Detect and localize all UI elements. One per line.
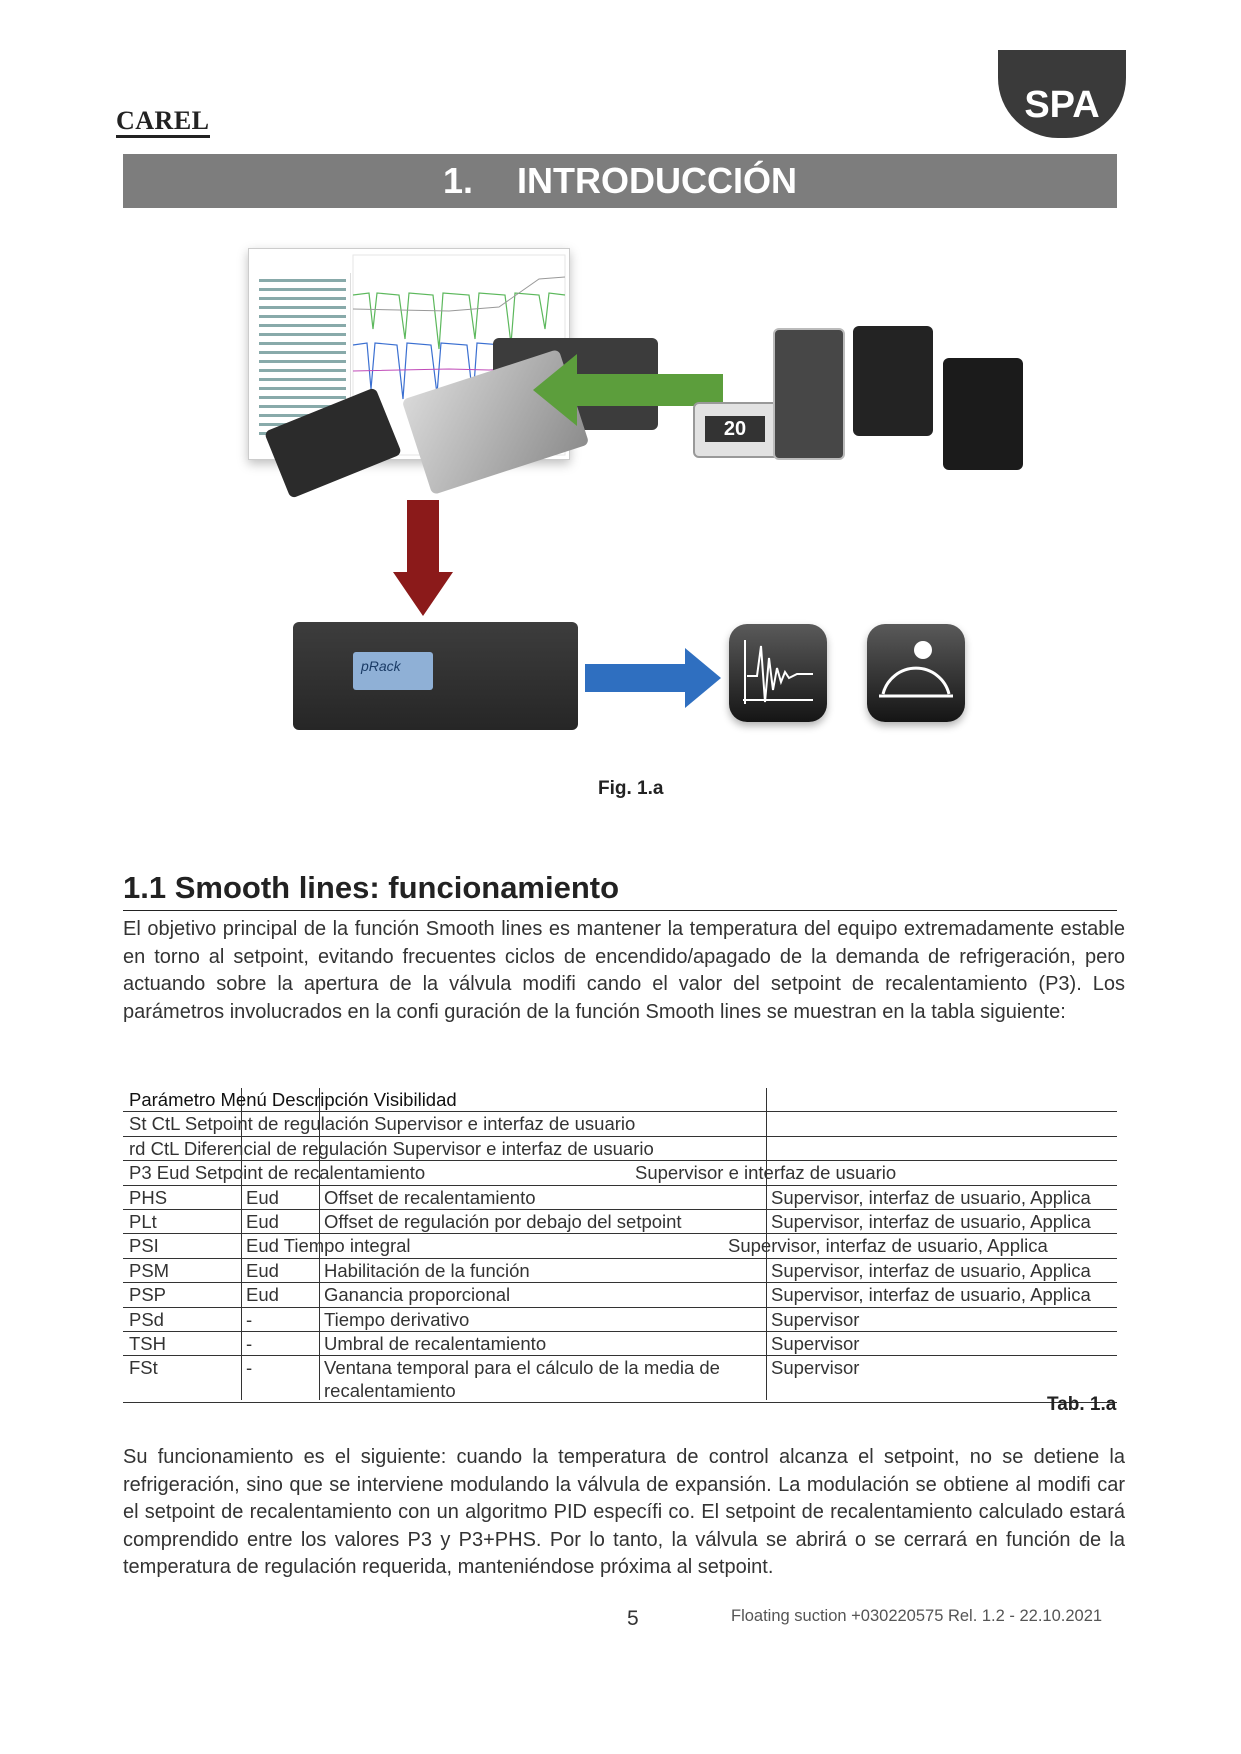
desc-cell: Habilitación de la función — [324, 1259, 530, 1281]
chapter-number: 1. — [442, 160, 474, 201]
param-cell: PSP — [129, 1284, 167, 1306]
visibility-cell: Supervisor — [771, 1357, 860, 1379]
desc-cell: Offset de recalentamiento — [324, 1186, 536, 1208]
red-arrow-icon — [393, 500, 453, 616]
table-caption: Tab. 1.a — [1047, 1394, 1117, 1415]
menu-cell: Eud — [246, 1186, 279, 1208]
param-cell: PSM — [129, 1259, 170, 1281]
menu-cell: Eud — [246, 1210, 279, 1232]
visibility-cell: Supervisor, interfaz de usuario, Applica — [771, 1210, 1091, 1232]
visibility-cell: Supervisor, interfaz de usuario, Applica — [728, 1235, 1048, 1257]
desc-cell: Umbral de recalentamiento — [324, 1332, 547, 1354]
param-cell: FSt — [129, 1357, 158, 1379]
prack-display-label: pRack — [361, 658, 401, 674]
table-row — [123, 1161, 1117, 1185]
table-row — [123, 1308, 1117, 1332]
visibility-cell: Supervisor, interfaz de usuario, Applica — [771, 1259, 1091, 1281]
desc-cell: Ventana temporal para el cálculo de la media de recalentamiento — [324, 1357, 720, 1402]
menu-desc-cell: Eud Tiempo integral — [246, 1235, 411, 1257]
intro-paragraph: El objetivo principal de la función Smooth lines es mantener la temperatura del equipo extremadamente estable en torno al setpoint, evitando frecuentes ciclos de encendido/apagado de la demanda de refrigeración, pero actuando sobre la apertura de la válvula modifi cando el valor del setpoint de recalentamiento (P3). Los parámetros involucrados en la confi guración de la función Smooth lines se muestran en la tabla siguiente: — [123, 918, 1125, 1023]
table-row — [123, 1332, 1117, 1356]
table-row — [123, 1112, 1117, 1136]
desc-cell: Ganancia proporcional — [324, 1284, 511, 1306]
row-text: rd CtL Diferencial de regulación Supervisor e interfaz de usuario — [129, 1137, 654, 1159]
param-cell: PSd — [129, 1308, 164, 1330]
visibility-cell: Supervisor, interfaz de usuario, Applica — [771, 1186, 1091, 1208]
prack-display — [353, 652, 433, 690]
carel-logo: CAREL — [116, 108, 210, 138]
menu-cell: Eud — [246, 1284, 279, 1306]
menu-cell: - — [246, 1357, 253, 1379]
pid-response-icon — [729, 624, 827, 722]
parameters-table — [123, 1088, 1117, 1403]
param-cell: PSI — [129, 1235, 159, 1257]
table-row — [123, 1137, 1117, 1161]
table-row — [123, 1356, 1117, 1403]
table-row — [123, 1186, 1117, 1210]
menu-cell: Eud — [246, 1259, 279, 1281]
terminal-display: 20 — [705, 416, 765, 442]
evd-driver-device-2 — [943, 358, 1023, 470]
desc-cell: Tiempo derivativo — [324, 1308, 470, 1330]
visibility-cell: Supervisor — [771, 1332, 860, 1354]
table-row — [123, 1210, 1117, 1234]
chapter-heading — [123, 154, 1117, 208]
section-heading: 1.1 Smooth lines: funcionamiento — [123, 868, 1117, 911]
figure-system-overview — [123, 232, 1117, 762]
page-number: 5 — [627, 1607, 639, 1630]
prack-controller-device — [293, 622, 578, 730]
menu-cell: - — [246, 1332, 253, 1354]
row-text: St CtL Setpoint de regulación Supervisor e interfaz de usuario — [129, 1113, 636, 1135]
header-text: Parámetro Menú Descripción Visibilidad — [129, 1089, 457, 1110]
table-row — [123, 1259, 1117, 1283]
document-reference: Floating suction +030220575 Rel. 1.2 - 22.10.2021 — [731, 1607, 1103, 1625]
visibility-cell: Supervisor — [771, 1308, 860, 1330]
desc-cell: Offset de regulación por debajo del setpoint — [324, 1210, 682, 1232]
chapter-title: INTRODUCCIÓN — [517, 160, 797, 201]
figure-caption: Fig. 1.a — [598, 778, 664, 799]
evd-driver-device — [853, 326, 933, 436]
menu-cell: - — [246, 1308, 253, 1330]
table-row — [123, 1234, 1117, 1258]
row-visibility: Supervisor e interfaz de usuario — [635, 1162, 897, 1184]
param-cell: TSH — [129, 1332, 166, 1354]
param-cell: PLt — [129, 1210, 157, 1232]
blue-arrow-icon — [585, 648, 721, 708]
table-header — [123, 1088, 1117, 1112]
row-text: P3 Eud Setpoint de recalentamiento — [129, 1162, 426, 1184]
io-module-device — [773, 328, 845, 460]
visibility-cell: Supervisor, interfaz de usuario, Applica — [771, 1284, 1091, 1306]
language-tab: SPA — [998, 50, 1126, 138]
operation-paragraph: Su funcionamiento es el siguiente: cuando la temperatura de control alcanza el setpoint, no se detiene la refrigeración, sino que se interviene modulando la válvula de expansión. La modulación se obtiene al modifi car el setpoint de recalentamiento con un algoritmo PID específi co. El setpoint de recalentamiento calculado estará comprendido entre los valores P3 y P3+PHS. Por lo tanto, la válvula se abrirá o se cerrará en función de la temperatura de regulación requerida, manteniéndose próxima al setpoint. — [123, 1446, 1125, 1579]
param-cell: PHS — [129, 1186, 168, 1208]
table-row — [123, 1283, 1117, 1307]
client-dome-icon — [867, 624, 965, 722]
